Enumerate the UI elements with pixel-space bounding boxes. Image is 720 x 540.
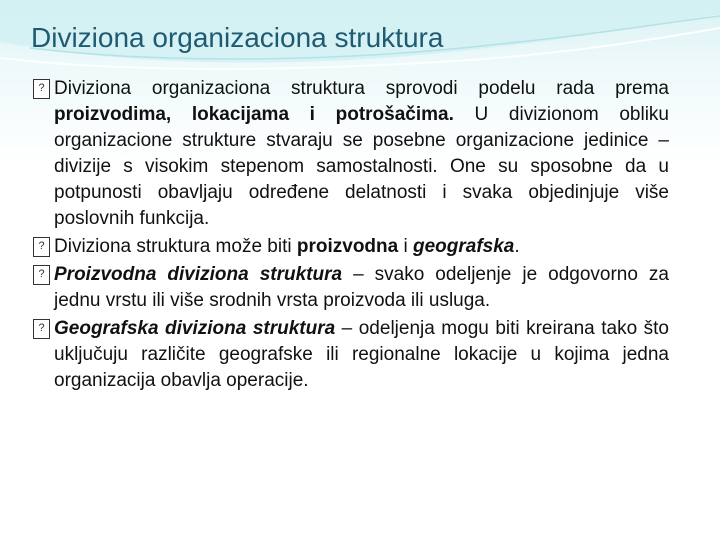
- p2-bold-italic-geografska: geografska: [413, 236, 515, 257]
- slide-title: Diviziona organizaciona struktura: [31, 22, 444, 53]
- p1-bold-text: proizvodima, lokacijama i potrošačima.: [54, 104, 454, 125]
- bullet-box-icon: ?: [33, 237, 50, 257]
- p3-text: – svako odeljenje je odgovorno za jednu vrstu ili više srodnih vrsta proizvoda ili usluga.: [54, 264, 669, 311]
- p1-text-1: Diviziona organizaciona struktura sprovodi podelu rada prema: [54, 78, 669, 99]
- paragraph-4: [33, 316, 669, 394]
- bullet-box-icon: ?: [33, 79, 50, 99]
- p4-bold-italic-term: Geografska diviziona struktura: [54, 318, 336, 339]
- p2-text-2: i: [398, 236, 413, 257]
- bullet-box-icon: ?: [33, 265, 50, 285]
- paragraph-1: [33, 76, 669, 232]
- p2-text-1: Diviziona struktura može biti: [54, 236, 297, 257]
- paragraph-2: [33, 234, 669, 260]
- p3-bold-italic-term: Proizvodna diviziona struktura: [54, 264, 343, 285]
- slide-body: [33, 76, 669, 396]
- p2-text-3: .: [514, 236, 520, 257]
- p2-bold-proizvodna: proizvodna: [296, 236, 399, 257]
- p4-text: – odeljenja mogu biti kreirana tako što uključuju različite geografske ili regionalne lokacije u kojima jedna organizacija obavlja operacije.: [54, 318, 669, 391]
- paragraph-3: [33, 262, 669, 314]
- bullet-box-icon: ?: [33, 319, 50, 339]
- p1-text-2: U divizionom obliku organizacione strukture stvaraju se posebne organizacione jedinice – divizije s visokim stepenom samostalnosti. One su sposobne da u potpunosti obavljaju određene delatnosti i svaka objedinjuje više poslovnih funkcija.: [54, 104, 669, 229]
